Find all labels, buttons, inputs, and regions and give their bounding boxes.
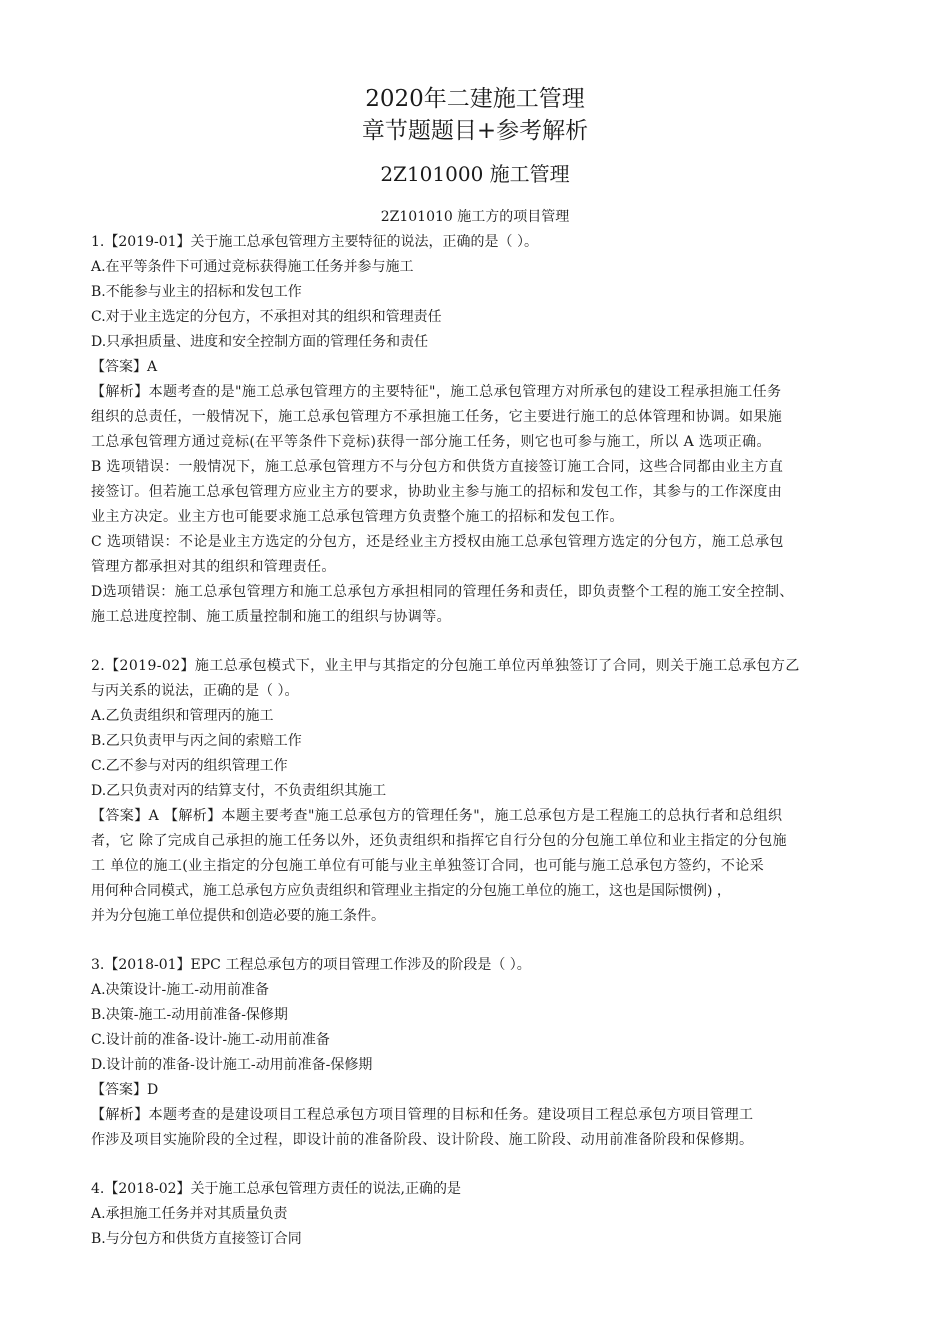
document-subtitle: 章节题题目+参考解析 xyxy=(361,118,589,144)
q1-explanation-line: 工总承包管理方通过竞标(在平等条件下竞标)获得一部分施工任务，则它也可参与施工，所以 A 选项正确。 xyxy=(91,434,771,450)
q2-explanation-line: 并为分包施工单位提供和创造必要的施工条件。 xyxy=(91,908,385,924)
q3-option-d: D.设计前的准备-设计施工-动用前准备-保修期 xyxy=(91,1057,373,1073)
q1-explanation-line: 管理方都承担对其的组织和管理责任。 xyxy=(91,559,336,575)
q1-explanation-line: 接签订。但若施工总承包管理方应业主方的要求，协助业主参与施工的招标和发包工作，其参与的工作深度由 xyxy=(91,484,783,500)
section-heading: 2Z101010 施工方的项目管理 xyxy=(380,209,570,225)
q1-option-c: C.对于业主选定的分包方，不承担对其的组织和管理责任 xyxy=(91,309,442,325)
q1-explanation-line: 施工总进度控制、施工质量控制和施工的组织与协调等。 xyxy=(91,609,451,625)
q1-stem: 1.【2019-01】关于施工总承包管理方主要特征的说法，正确的是（ ）。 xyxy=(91,234,538,250)
q1-answer: 【答案】A xyxy=(91,359,158,375)
q2-explanation-line: 用何种合同模式，施工总承包方应负责组织和管理业主指定的分包施工单位的施工，这也是国际惯例) ， xyxy=(91,883,731,899)
q2-stem: 2.【2019-02】施工总承包模式下，业主甲与其指定的分包施工单位丙单独签订了合同，则关于施工总承包方乙 xyxy=(91,658,800,674)
document-title: 2020年二建施工管理 xyxy=(365,86,585,112)
q3-option-a: A.决策设计-施工-动用前准备 xyxy=(91,982,270,998)
q4-stem: 4.【2018-02】关于施工总承包管理方责任的说法,正确的是 xyxy=(91,1181,461,1197)
q4-option-b: B.与分包方和供货方直接签订合同 xyxy=(91,1231,302,1247)
q3-answer: 【答案】D xyxy=(91,1082,159,1098)
q1-option-b: B.不能参与业主的招标和发包工作 xyxy=(91,284,302,300)
q1-explanation-line: 业主方决定。业主方也可能要求施工总承包管理方负责整个施工的招标和发包工作。 xyxy=(91,509,624,525)
q2-option-b: B.乙只负责甲与丙之间的索赔工作 xyxy=(91,733,302,749)
q3-option-c: C.设计前的准备-设计-施工-动用前准备 xyxy=(91,1032,330,1048)
q1-explanation-line: D选项错误：施工总承包管理方和施工总承包方承担相同的管理任务和责任，即负责整个工程的施工安全控制、 xyxy=(91,584,794,600)
q1-explanation-line: 组织的总责任，一般情况下，施工总承包管理方不承担施工任务，它主要进行施工的总体管理和协调。如果施 xyxy=(91,409,783,425)
q1-option-a: A.在平等条件下可通过竞标获得施工任务并参与施工 xyxy=(91,259,414,275)
q3-explanation-line: 作涉及项目实施阶段的全过程，即设计前的准备阶段、设计阶段、施工阶段、动用前准备阶段和保修期。 xyxy=(91,1132,754,1148)
q4-option-a: A.承担施工任务并对其质量负责 xyxy=(91,1206,288,1222)
q3-explanation-line: 【解析】本题考查的是建设项目工程总承包方项目管理的目标和任务。建设项目工程总承包方项目管理工 xyxy=(91,1107,754,1123)
q2-option-c: C.乙不参与对丙的组织管理工作 xyxy=(91,758,288,774)
q1-explanation-line: C 选项错误：不论是业主方选定的分包方，还是经业主方授权由施工总承包管理方选定的分包方，施工总承包 xyxy=(91,534,784,550)
q3-stem: 3.【2018-01】EPC 工程总承包方的项目管理工作涉及的阶段是（ ）。 xyxy=(91,957,531,973)
q2-option-d: D.乙只负责对丙的结算支付，不负责组织其施工 xyxy=(91,783,387,799)
q1-option-d: D.只承担质量、进度和安全控制方面的管理任务和责任 xyxy=(91,334,429,350)
q1-explanation-line: 【解析】本题考查的是"施工总承包管理方的主要特征"，施工总承包管理方对所承包的建设工程承担施工任务 xyxy=(91,384,782,400)
q2-explanation-line: 者，它 除了完成自己承担的施工任务以外，还负责组织和指挥它自行分包的分包施工单位和业主指定的分包施 xyxy=(91,833,788,849)
q3-option-b: B.决策-施工-动用前准备-保修期 xyxy=(91,1007,288,1023)
chapter-heading: 2Z101000 施工管理 xyxy=(380,162,570,186)
q2-answer-explanation: 【答案】A 【解析】本题主要考查"施工总承包方的管理任务"，施工总承包方是工程施工的总执行者和总组织 xyxy=(91,808,783,824)
q1-explanation-line: B 选项错误：一般情况下，施工总承包管理方不与分包方和供货方直接签订施工合同，这些合同都由业主方直 xyxy=(91,459,784,475)
q2-explanation-line: 工 单位的施工(业主指定的分包施工单位有可能与业主单独签订合同，也可能与施工总承包方签约，不论采 xyxy=(91,858,765,874)
q2-stem-continued: 与丙关系的说法，正确的是（ ）。 xyxy=(91,683,299,699)
q2-option-a: A.乙负责组织和管理丙的施工 xyxy=(91,708,274,724)
